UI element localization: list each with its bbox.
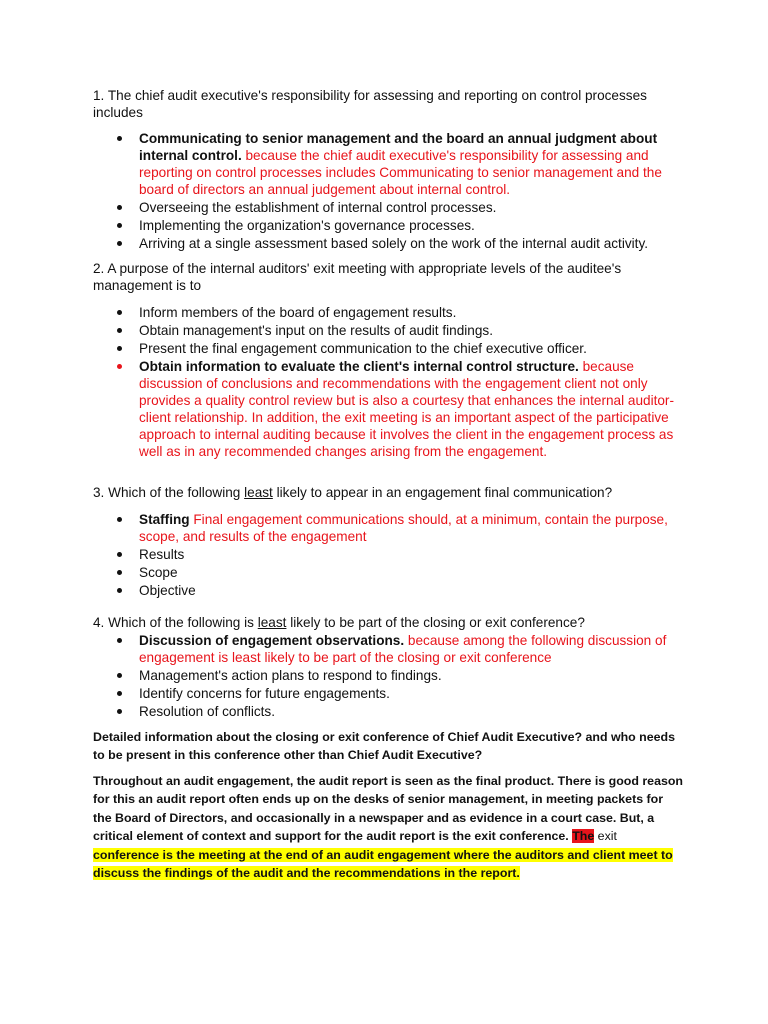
highlighted-text-red: The	[572, 829, 595, 844]
body-paragraph	[93, 772, 683, 882]
question-4-title-text: 4. Which of the following is	[93, 615, 258, 630]
list-item	[93, 358, 683, 460]
answer-explanation: because discussion of conclusions and recommendations with the engagement client not only provides a quality control review but is also a courtesy that enhances the internal auditor-client relationship. In addition, the exit meeting is an important aspect of the participative approach to internal auditing because it involves the client in the engagement process as well as in any recommended changes arising from the engagement.	[139, 359, 674, 459]
option-text: Resolution of conflicts.	[139, 704, 276, 719]
bullet-icon	[117, 310, 122, 315]
detail-heading: Detailed information about the closing or exit conference of Chief Audit Executive? and who needs to be present in this conference other than Chief Audit Executive?	[93, 730, 675, 762]
list-item	[93, 632, 683, 666]
option-text: Objective	[139, 583, 196, 598]
bullet-icon	[117, 241, 122, 246]
highlighted-text-yellow: conference is the meeting at the end of an audit engagement where the auditors and client meet to discuss the findings of the audit and the recommendations in the report.	[93, 847, 673, 881]
bullet-icon	[117, 136, 122, 141]
question-3-title	[93, 484, 683, 501]
option-text: Arriving at a single assessment based solely on the work of the internal audit activity.	[139, 236, 649, 251]
answer-explanation: because among the following discussion of engagement is least likely to be part of the closing or exit conference	[139, 633, 667, 665]
option-text: Implementing the organization's governance processes.	[139, 218, 475, 233]
list-item	[93, 685, 683, 702]
question-3-title-underlined: least	[244, 485, 273, 500]
bullet-icon	[117, 552, 122, 557]
correct-answer: Communicating to senior management and the board an annual judgment about internal control.	[139, 131, 658, 163]
question-4-title	[93, 614, 683, 631]
list-item	[93, 703, 683, 720]
paragraph-text: exit	[594, 829, 617, 844]
list-item	[93, 546, 683, 563]
bullet-icon	[117, 328, 122, 333]
option-text: Inform members of the board of engagement results.	[139, 305, 457, 320]
question-2-options	[93, 304, 683, 461]
list-item	[93, 217, 683, 234]
option-text: Scope	[139, 565, 178, 580]
list-item	[93, 511, 683, 545]
correct-answer: Obtain information to evaluate the client's internal control structure.	[139, 359, 579, 374]
question-4-options	[93, 632, 683, 721]
option-text: Identify concerns for future engagements.	[139, 686, 390, 701]
option-text: Obtain management's input on the results of audit findings.	[139, 323, 493, 338]
bullet-icon	[117, 205, 122, 210]
answer-explanation: because the chief audit executive's responsibility for assessing and reporting on control processes includes Communicating to senior management and the board of directors an annual judgement about internal control.	[139, 148, 662, 197]
correct-answer: Discussion of engagement observations.	[139, 633, 405, 648]
list-item	[93, 340, 683, 357]
list-item	[93, 199, 683, 216]
correct-answer: Staffing	[139, 512, 190, 527]
question-2-title: 2. A purpose of the internal auditors' exit meeting with appropriate levels of the auditee's management is to	[93, 261, 622, 293]
list-item	[93, 322, 683, 339]
question-4-title-text: likely to be part of the closing or exit conference?	[286, 615, 585, 630]
option-text: Management's action plans to respond to findings.	[139, 668, 442, 683]
list-item	[93, 235, 683, 252]
bullet-icon	[117, 570, 122, 575]
option-text: Present the final engagement communication to the chief executive officer.	[139, 341, 587, 356]
bullet-icon	[117, 673, 122, 678]
list-item	[93, 667, 683, 684]
question-4-title-underlined: least	[257, 615, 287, 630]
list-item	[93, 130, 683, 198]
question-1-options	[93, 130, 683, 253]
paragraph-text: Throughout an audit engagement, the audit report is seen as the final product. There is good reason for this an audit report often ends up on the desks of senior management, in meeting packets for the Board of Directors, and occasionally in a newspaper and as evidence in a court case. But, a critical element of context and support for the audit report is the exit conference.	[93, 774, 683, 844]
question-3-title-text: likely to appear in an engagement final communication?	[272, 485, 613, 500]
bullet-icon	[117, 638, 122, 643]
list-item	[93, 564, 683, 581]
list-item	[93, 304, 683, 321]
bullet-icon	[117, 691, 122, 696]
question-1-title: 1. The chief audit executive's responsibility for assessing and reporting on control processes includes	[93, 88, 647, 120]
answer-explanation: Final engagement communications should, at a minimum, contain the purpose, scope, and results of the engagement	[139, 512, 668, 544]
bullet-icon	[117, 364, 122, 369]
bullet-icon	[117, 588, 122, 593]
question-3-options	[93, 511, 683, 600]
bullet-icon	[117, 223, 122, 228]
option-text: Overseeing the establishment of internal control processes.	[139, 200, 497, 215]
question-3-title-text: 3. Which of the following	[93, 485, 245, 500]
list-item	[93, 582, 683, 599]
bullet-icon	[117, 346, 122, 351]
bullet-icon	[117, 517, 122, 522]
bullet-icon	[117, 709, 122, 714]
option-text: Results	[139, 547, 185, 562]
